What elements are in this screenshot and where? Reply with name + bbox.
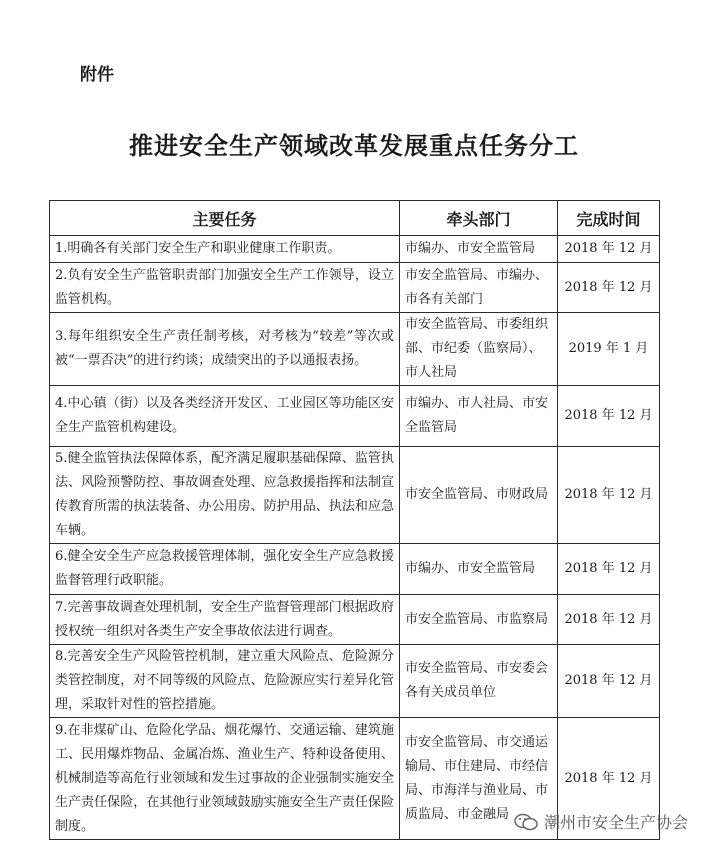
dept-cell: 市编办、市人社局、市安全监管局 xyxy=(400,386,558,447)
column-header-date: 完成时间 xyxy=(558,201,660,236)
dept-cell: 市安全监管局、市委组织部、市纪委（监察局）、市人社局 xyxy=(400,313,558,386)
dept-cell: 市安全监管局、市编办、市各有关部门 xyxy=(400,263,558,313)
task-cell: 7.完善事故调查处理机制，安全生产监督管理部门根据政府授权统一组织对各类生产安全事故依法进行调查。 xyxy=(50,595,400,645)
task-cell: 4.中心镇（街）以及各类经济开发区、工业园区等功能区安全生产监管机构建设。 xyxy=(50,386,400,447)
wechat-icon xyxy=(514,813,538,831)
task-cell: 9.在非煤矿山、危险化学品、烟花爆竹、交通运输、建筑施工、民用爆炸物品、金属冶炼、渔业生产、特种设备使用、机械制造等高危行业领域和发生过事故的企业强制实施安全生产责任保险，在其他行业领域鼓励实施安全生产责任保险制度。 xyxy=(50,718,400,840)
document-title: 推进安全生产领域改革发展重点任务分工 xyxy=(129,132,579,160)
dept-cell: 市安全监管局、市安委会各有关成员单位 xyxy=(400,645,558,718)
date-cell: 2018 年 12 月 xyxy=(558,718,660,840)
task-table xyxy=(49,200,660,840)
table-row xyxy=(50,645,660,718)
column-header-dept: 牵头部门 xyxy=(400,201,558,236)
date-cell: 2018 年 12 月 xyxy=(558,544,660,595)
attachment-label: 附件 xyxy=(80,65,114,85)
table-row xyxy=(50,544,660,595)
dept-cell: 市安全监管局、市交通运输局、市住建局、市经信局、市海洋与渔业局、市质监局、市金融局 xyxy=(400,718,558,840)
task-cell: 2.负有安全生产监管职责部门加强安全生产工作领导，设立监管机构。 xyxy=(50,263,400,313)
dept-cell: 市安全监管局、市财政局 xyxy=(400,447,558,544)
watermark xyxy=(514,810,688,833)
task-cell: 1.明确各有关部门安全生产和职业健康工作职责。 xyxy=(50,236,400,263)
table-row xyxy=(50,263,660,313)
table-header-row xyxy=(50,201,660,236)
task-cell: 6.健全安全生产应急救援管理体制，强化安全生产应急救援监督管理行政职能。 xyxy=(50,544,400,595)
date-cell: 2018 年 12 月 xyxy=(558,386,660,447)
table-row xyxy=(50,236,660,263)
task-cell: 3.每年组织安全生产责任制考核，对考核为“较差”等次或被“一票否决”的进行约谈；成绩突出的予以通报表扬。 xyxy=(50,313,400,386)
dept-cell: 市安全监管局、市监察局 xyxy=(400,595,558,645)
watermark-text: 潮州市安全生产协会 xyxy=(543,813,688,832)
date-cell: 2019 年 1 月 xyxy=(558,313,660,386)
date-cell: 2018 年 12 月 xyxy=(558,595,660,645)
dept-cell: 市编办、市安全监管局 xyxy=(400,544,558,595)
table-row xyxy=(50,313,660,386)
date-cell: 2018 年 12 月 xyxy=(558,263,660,313)
dept-cell: 市编办、市安全监管局 xyxy=(400,236,558,263)
column-header-task: 主要任务 xyxy=(50,201,400,236)
task-cell: 8.完善安全生产风险管控机制，建立重大风险点、危险源分类管控制度，对不同等级的风险点、危险源应实行差异化管理，采取针对性的管控措施。 xyxy=(50,645,400,718)
table-row xyxy=(50,386,660,447)
date-cell: 2018 年 12 月 xyxy=(558,447,660,544)
table-row xyxy=(50,595,660,645)
table-row xyxy=(50,447,660,544)
date-cell: 2018 年 12 月 xyxy=(558,645,660,718)
date-cell: 2018 年 12 月 xyxy=(558,236,660,263)
task-cell: 5.健全监管执法保障体系，配齐满足履职基础保障、监管执法、风险预警防控、事故调查处理、应急救援指挥和法制宣传教育所需的执法装备、办公用房、防护用品、执法和应急车辆。 xyxy=(50,447,400,544)
